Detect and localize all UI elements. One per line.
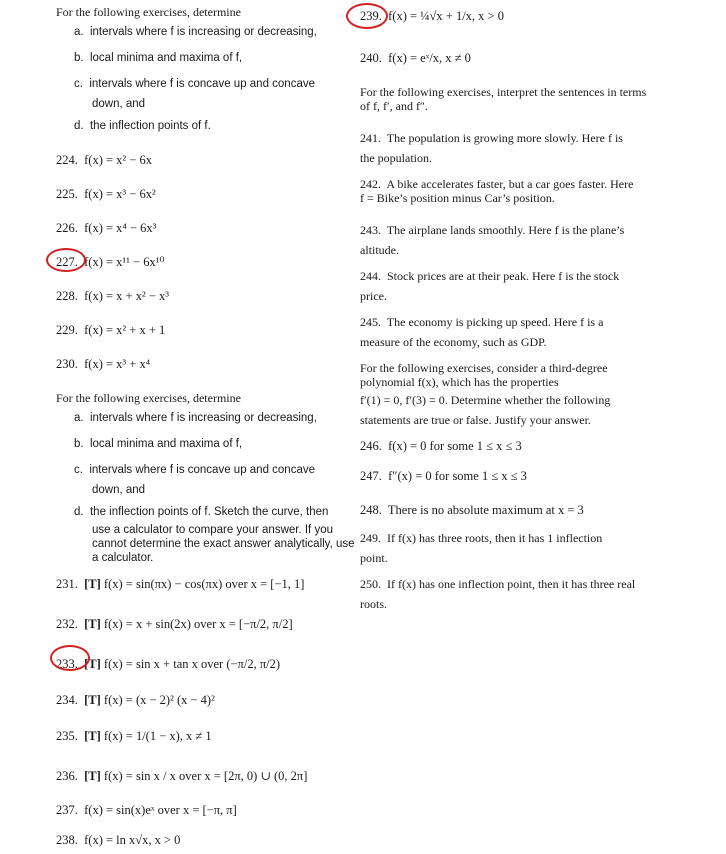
exercise-234: 234. [T] f(x) = (x − 2)² (x − 4)²: [56, 693, 215, 707]
exercise-224: 224. f(x) = x² − 6x: [56, 153, 152, 167]
intro-text-3-line1: For the following exercises, interpret the sentences in terms: [360, 85, 647, 99]
exercise-227: 227. f(x) = x¹¹ − 6x¹⁰: [56, 255, 165, 269]
exercise-249-line2: point.: [360, 551, 388, 565]
exercise-242-line2: f = Bike’s position minus Car’s position.: [360, 191, 555, 205]
intro-text-1: For the following exercises, determine: [56, 5, 241, 19]
intro-text-3-line2: of f, f′, and f″.: [360, 99, 428, 113]
intro-text-2: For the following exercises, determine: [56, 391, 241, 405]
exercise-241-line1: 241. The population is growing more slowly. Here f is: [360, 131, 623, 145]
intro-text-4-line3: f′(1) = 0, f′(3) = 0. Determine whether the following: [360, 393, 611, 407]
exercise-246: 246. f(x) = 0 for some 1 ≤ x ≤ 3: [360, 439, 522, 453]
list1-item-c-cont: down, and: [92, 98, 146, 110]
exercise-231: 231. [T] f(x) = sin(πx) − cos(πx) over x = [−1, 1]: [56, 577, 305, 591]
list2-item-a: a. intervals where f is increasing or decreasing,: [74, 412, 317, 424]
exercise-232: 232. [T] f(x) = x + sin(2x) over x = [−π/2, π/2]: [56, 617, 293, 631]
exercise-244-line1: 244. Stock prices are at their peak. Here f is the stock: [360, 269, 620, 283]
exercise-241-line2: the population.: [360, 151, 432, 165]
list1-item-a: a. intervals where f is increasing or decreasing,: [74, 26, 317, 38]
exercise-226: 226. f(x) = x⁴ − 6x³: [56, 221, 157, 235]
exercise-247: 247. f″(x) = 0 for some 1 ≤ x ≤ 3: [360, 469, 527, 483]
list1-item-c: c. intervals where f is concave up and concave: [74, 78, 315, 90]
list2-item-b: b. local minima and maxima of f,: [74, 438, 243, 450]
exercise-250-line2: roots.: [360, 597, 387, 611]
exercise-239: 239. f(x) = ¼√x + 1/x, x > 0: [360, 9, 504, 23]
exercise-250-line1: 250. If f(x) has one inflection point, then it has three real: [360, 577, 636, 591]
list2-item-c: c. intervals where f is concave up and concave: [74, 464, 315, 476]
exercise-228: 228. f(x) = x + x² − x³: [56, 289, 170, 303]
exercise-230: 230. f(x) = x³ + x⁴: [56, 357, 151, 371]
exercise-237: 237. f(x) = sin(x)eˣ over x = [−π, π]: [56, 803, 237, 817]
list2-item-c-cont: down, and: [92, 484, 146, 496]
exercise-238: 238. f(x) = ln x√x, x > 0: [56, 833, 181, 847]
list1-item-b: b. local minima and maxima of f,: [74, 52, 243, 64]
exercise-233: 233. [T] f(x) = sin x + tan x over (−π/2, π/2): [56, 657, 281, 671]
list2-item-d-cont-3: a calculator.: [92, 552, 154, 564]
exercise-240: 240. f(x) = eˣ/x, x ≠ 0: [360, 51, 471, 65]
exercise-243-line1: 243. The airplane lands smoothly. Here f is the plane’s: [360, 223, 625, 237]
intro-text-4-line1: For the following exercises, consider a third-degree: [360, 361, 608, 375]
list2-item-d-cont-2: cannot determine the exact answer analytically, use: [92, 538, 355, 550]
exercise-236: 236. [T] f(x) = sin x / x over x = [2π, 0) ∪ (0, 2π]: [56, 769, 308, 783]
exercise-235: 235. [T] f(x) = 1/(1 − x), x ≠ 1: [56, 729, 212, 743]
list2-item-d: d. the inflection points of f. Sketch the curve, then: [74, 506, 329, 518]
exercise-225: 225. f(x) = x³ − 6x²: [56, 187, 156, 201]
list1-item-d: d. the inflection points of f.: [74, 120, 211, 132]
exercise-244-line2: price.: [360, 289, 387, 303]
exercise-242-line1: 242. A bike accelerates faster, but a car goes faster. Here: [360, 177, 634, 191]
intro-text-4-line2: polynomial f(x), which has the properties: [360, 375, 559, 389]
exercise-245-line1: 245. The economy is picking up speed. Here f is a: [360, 315, 604, 329]
exercise-248: 248. There is no absolute maximum at x = 3: [360, 503, 584, 517]
exercise-243-line2: altitude.: [360, 243, 399, 257]
intro-text-4-line4: statements are true or false. Justify your answer.: [360, 413, 591, 427]
exercise-245-line2: measure of the economy, such as GDP.: [360, 335, 547, 349]
exercise-249-line1: 249. If f(x) has three roots, then it has 1 inflection: [360, 531, 603, 545]
list2-item-d-cont-1: use a calculator to compare your answer. If you: [92, 524, 333, 536]
exercise-229: 229. f(x) = x² + x + 1: [56, 323, 166, 337]
